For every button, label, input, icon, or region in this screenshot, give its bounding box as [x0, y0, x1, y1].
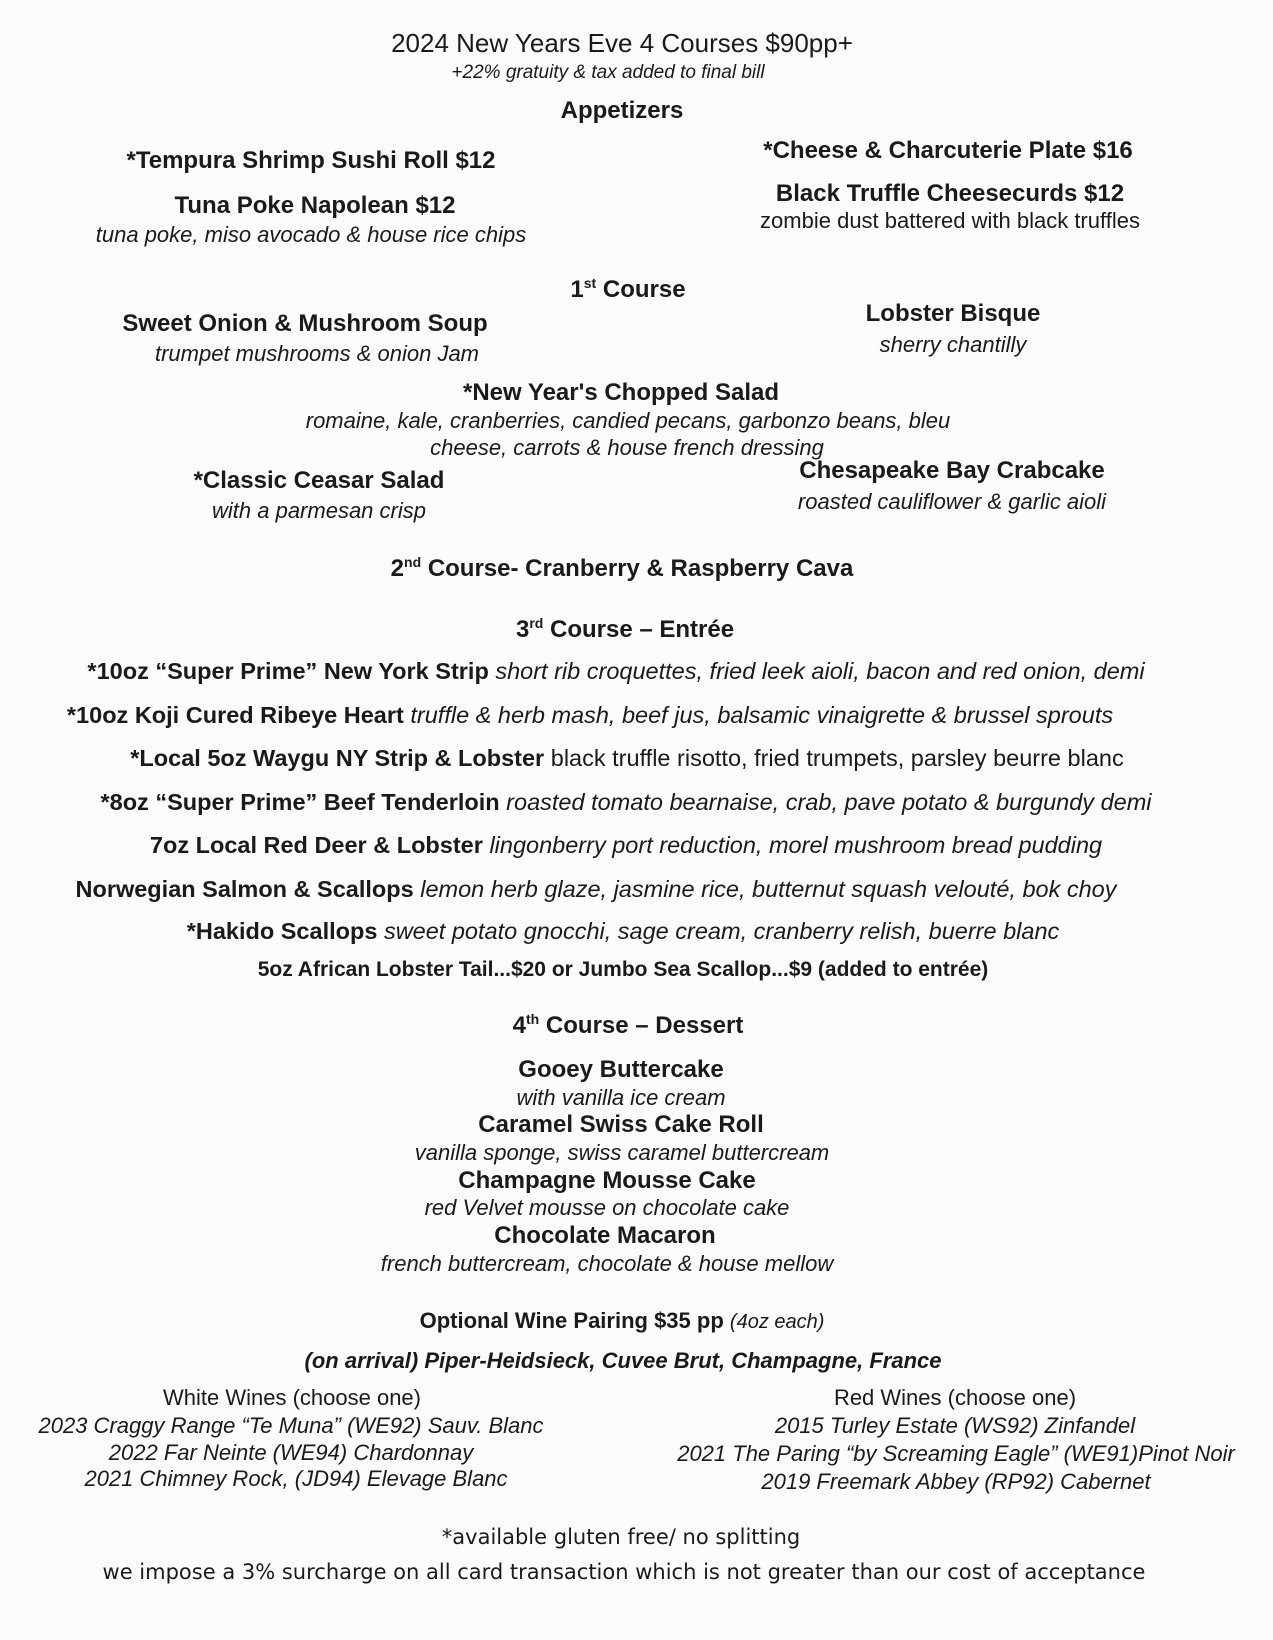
entree-addon: 5oz African Lobster Tail...$20 or Jumbo Sea Scallop...$9 (added to entrée) [257, 958, 989, 981]
wine-list-item: 2022 Far Neinte (WE94) Chardonnay [108, 1440, 474, 1465]
menu-title: 2024 New Years Eve 4 Courses $90pp+ [391, 28, 853, 58]
first-course-item-desc: romaine, kale, cranberries, candied pecans, garbonzo beans, bleu [305, 408, 951, 433]
entree-item-name: Norwegian Salmon & Scallops [75, 876, 414, 902]
first-course-heading: 1st Course [570, 275, 686, 303]
entree-item [130, 745, 1123, 772]
wine-list-item: 2021 Chimney Rock, (JD94) Elevage Blanc [84, 1466, 508, 1491]
appetizer-item-name: *Tempura Shrimp Sushi Roll $12 [126, 147, 496, 174]
surcharge-note: we impose a 3% surcharge on all card transaction which is not greater than our cost of acceptance [102, 1560, 1146, 1584]
appetizers-heading: Appetizers [560, 97, 684, 124]
white-wines-heading: White Wines (choose one) [163, 1385, 421, 1410]
menu-subtitle: +22% gratuity & tax added to final bill [451, 62, 765, 83]
appetizer-item-name: *Cheese & Charcuterie Plate $16 [763, 137, 1133, 164]
entree-item-name: *10oz “Super Prime” New York Strip [87, 658, 489, 684]
first-course-item-name: *Classic Ceasar Salad [193, 467, 445, 494]
entree-item-name: *10oz Koji Cured Ribeye Heart [66, 702, 404, 728]
entree-item-name: 7oz Local Red Deer & Lobster [149, 832, 483, 858]
wine-arrival: (on arrival) Piper-Heidsieck, Cuvee Brut, Champagne, France [304, 1348, 942, 1373]
dessert-item-name: Caramel Swiss Cake Roll [478, 1111, 764, 1138]
first-course-item-desc: sherry chantilly [879, 332, 1027, 357]
dessert-item-name: Chocolate Macaron [494, 1222, 716, 1249]
wine-list-item: 2019 Freemark Abbey (RP92) Cabernet [761, 1469, 1151, 1494]
wine-list-item: 2015 Turley Estate (WS92) Zinfandel [774, 1413, 1136, 1438]
dessert-item-desc: french buttercream, chocolate & house mellow [380, 1251, 834, 1276]
entree-item-desc: lemon herb glaze, jasmine rice, butternut squash velouté, bok choy [420, 876, 1117, 902]
wine-pairing-heading: Optional Wine Pairing $35 pp (4oz each) [419, 1308, 825, 1333]
entree-item [187, 918, 1060, 945]
wine-list-item: 2021 The Paring “by Screaming Eagle” (WE91)Pinot Noir [677, 1441, 1235, 1466]
red-wines-heading: Red Wines (choose one) [833, 1385, 1077, 1410]
entree-item-desc: truffle & herb mash, beef jus, balsamic vinaigrette & brussel sprouts [410, 702, 1114, 728]
entree-item-desc: sweet potato gnocchi, sage cream, cranberry relish, buerre blanc [383, 918, 1060, 944]
dessert-item-desc: vanilla sponge, swiss caramel buttercream [414, 1140, 830, 1165]
first-course-item-name: Sweet Onion & Mushroom Soup [122, 310, 488, 337]
entree-item-name: *Local 5oz Waygu NY Strip & Lobster [130, 745, 545, 771]
appetizer-item-name: Tuna Poke Napolean $12 [174, 192, 456, 219]
gluten-free-note: *available gluten free/ no splitting [441, 1525, 801, 1549]
entree-item-desc: short rib croquettes, fried leek aioli, bacon and red onion, demi [495, 658, 1145, 684]
entree-item-name: *8oz “Super Prime” Beef Tenderloin [100, 789, 500, 815]
entree-item [67, 702, 1113, 729]
first-course-item-desc: with a parmesan crisp [212, 498, 426, 523]
first-course-item-desc: trumpet mushrooms & onion Jam [154, 341, 480, 366]
entree-item [87, 658, 1144, 685]
wine-list-item: 2023 Craggy Range “Te Muna” (WE92) Sauv. Blanc [38, 1413, 544, 1438]
dessert-item-name: Champagne Mousse Cake [458, 1167, 756, 1194]
entree-item [100, 789, 1151, 816]
dessert-item-desc: with vanilla ice cream [516, 1085, 726, 1110]
appetizer-item-desc: tuna poke, miso avocado & house rice chips [95, 222, 527, 247]
dessert-item-name: Gooey Buttercake [518, 1056, 724, 1083]
dessert-item-desc: red Velvet mousse on chocolate cake [424, 1195, 790, 1220]
first-course-item-name: *New Year's Chopped Salad [462, 379, 780, 406]
entree-item-desc: roasted tomato bearnaise, crab, pave potato & burgundy demi [506, 789, 1152, 815]
appetizer-item-desc: zombie dust battered with black truffles [760, 208, 1140, 233]
first-course-item-desc: roasted cauliflower & garlic aioli [797, 489, 1107, 514]
entree-item [75, 876, 1116, 903]
entree-item-desc: lingonberry port reduction, morel mushroom bread pudding [489, 832, 1103, 858]
fourth-course-heading: 4th Course – Dessert [512, 1011, 744, 1039]
appetizer-item-name: Black Truffle Cheesecurds $12 [775, 180, 1125, 207]
entree-item-desc: black truffle risotto, fried trumpets, parsley beurre blanc [550, 745, 1124, 771]
entree-item-name: *Hakido Scallops [186, 918, 378, 944]
first-course-item-name: Lobster Bisque [865, 300, 1041, 327]
second-course-heading: 2nd Course- Cranberry & Raspberry Cava [390, 554, 854, 582]
third-course-heading: 3rd Course – Entrée [515, 615, 735, 643]
first-course-item-name: Chesapeake Bay Crabcake [799, 457, 1105, 484]
first-course-item-desc: cheese, carrots & house french dressing [430, 435, 824, 460]
entree-item [150, 832, 1102, 859]
